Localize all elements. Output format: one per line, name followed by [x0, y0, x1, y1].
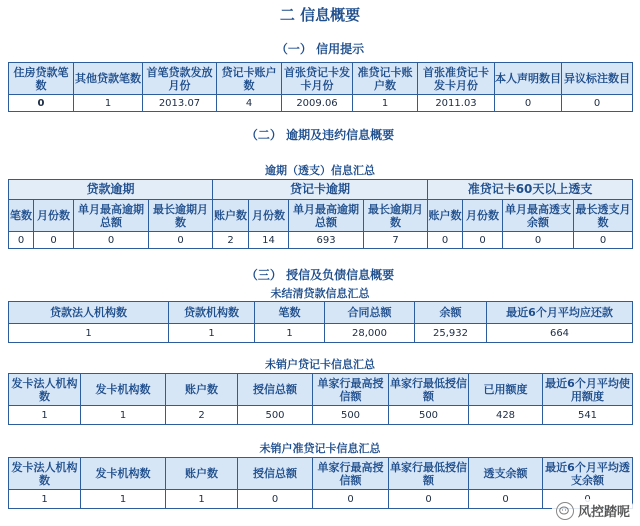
- page-title: 二 信息概要: [279, 6, 361, 24]
- header-cell: 笔数: [255, 302, 325, 324]
- header-cell: 最近6个月平均使用额度: [543, 374, 633, 406]
- header-cell: 单家行最高授信额: [313, 458, 389, 490]
- value-cell: 1: [81, 406, 166, 425]
- header-cell: 最长逾期月数: [364, 200, 428, 232]
- value-cell: 0: [503, 232, 574, 249]
- header-cell: 单月最高逾期总额: [74, 200, 149, 232]
- value-cell: 1: [9, 490, 81, 509]
- header-cell: 首笔贷款发放月份: [143, 63, 217, 95]
- semi-credit-cards-table: [8, 457, 633, 509]
- loans-subtitle: 未结清贷款信息汇总: [270, 287, 370, 300]
- header-cell: 账户数: [166, 374, 238, 406]
- header-cell: 已用额度: [469, 374, 543, 406]
- overdue-header-row: [9, 200, 633, 232]
- value-cell: 0: [313, 490, 389, 509]
- credit-cards-value-row: [9, 406, 633, 425]
- header-cell: 发卡法人机构数: [9, 458, 81, 490]
- credit-cards-table: [8, 373, 633, 425]
- value-cell: 664: [487, 324, 633, 343]
- header-cell: 贷款法人机构数: [9, 302, 169, 324]
- value-cell: 1: [169, 324, 255, 343]
- value-cell: 0: [463, 232, 503, 249]
- header-cell: 住房贷款笔数: [9, 63, 74, 95]
- value-cell: 2011.03: [418, 95, 495, 112]
- header-cell: 贷记卡账户数: [217, 63, 282, 95]
- loans-table: [8, 301, 633, 343]
- header-cell: 发卡法人机构数: [9, 374, 81, 406]
- semi-credit-cards-header-row: [9, 458, 633, 490]
- header-cell: 贷款机构数: [169, 302, 255, 324]
- header-cell: 余额: [415, 302, 487, 324]
- value-cell: 500: [389, 406, 469, 425]
- value-cell: 541: [543, 406, 633, 425]
- value-cell: 0: [9, 232, 34, 249]
- header-cell: 单家行最低授信额: [389, 374, 469, 406]
- overdue-table: [8, 179, 633, 249]
- header-cell: 异议标注数目: [562, 63, 633, 95]
- value-cell: 1: [9, 324, 169, 343]
- header-cell: 最近6个月平均透支余额: [543, 458, 633, 490]
- header-cell: 月份数: [34, 200, 74, 232]
- header-cell: 发卡机构数: [81, 374, 166, 406]
- credit-debt-title: （三） 授信及负债信息概要: [245, 268, 395, 282]
- credit-tips-table: [8, 62, 633, 112]
- value-cell: 25,932: [415, 324, 487, 343]
- group-credit-card-overdue: 贷记卡逾期: [213, 180, 428, 200]
- overdue-title: （二） 逾期及违约信息概要: [245, 128, 395, 142]
- value-cell: 1: [81, 490, 166, 509]
- value-cell: 2: [166, 406, 238, 425]
- header-cell: 首张准贷记卡发卡月份: [418, 63, 495, 95]
- value-cell: 0: [9, 95, 74, 112]
- value-cell: 1: [9, 406, 81, 425]
- header-cell: 单家行最高授信额: [313, 374, 389, 406]
- header-cell: 发卡机构数: [81, 458, 166, 490]
- header-cell: 准贷记卡账户数: [353, 63, 418, 95]
- value-cell: 0: [495, 95, 562, 112]
- wechat-icon: [556, 502, 574, 520]
- header-cell: 单月最高逾期总额: [289, 200, 364, 232]
- value-cell: 7: [364, 232, 428, 249]
- value-cell: 14: [249, 232, 289, 249]
- semi-credit-cards-value-row: [9, 490, 633, 509]
- header-cell: 笔数: [9, 200, 34, 232]
- overdue-subtitle: 逾期（透支）信息汇总: [265, 164, 375, 177]
- value-cell: 2: [213, 232, 249, 249]
- overdue-value-row: [9, 232, 633, 249]
- header-cell: 透支余额: [469, 458, 543, 490]
- credit-cards-subtitle: 未销户贷记卡信息汇总: [265, 358, 375, 371]
- header-cell: 最长逾期月数: [149, 200, 213, 232]
- wechat-icon-glyph: [559, 506, 571, 516]
- value-cell: 0: [562, 95, 633, 112]
- value-cell: 693: [289, 232, 364, 249]
- value-cell: 28,000: [325, 324, 415, 343]
- header-cell: 账户数: [213, 200, 249, 232]
- value-cell: 500: [313, 406, 389, 425]
- watermark-text: 风控踏呢: [577, 505, 630, 520]
- header-cell: 单月最高透支余额: [503, 200, 574, 232]
- overdue-group-row: [9, 180, 633, 200]
- semi-credit-cards-subtitle: 未销户准贷记卡信息汇总: [259, 442, 381, 455]
- watermark: [552, 499, 634, 522]
- header-cell: 授信总额: [238, 458, 313, 490]
- header-cell: 账户数: [428, 200, 463, 232]
- value-cell: 0: [574, 232, 633, 249]
- credit-cards-header-row: [9, 374, 633, 406]
- header-cell: 月份数: [463, 200, 503, 232]
- header-cell: 本人声明数目: [495, 63, 562, 95]
- header-cell: 合同总额: [325, 302, 415, 324]
- header-cell: 最长透支月数: [574, 200, 633, 232]
- value-cell: 4: [217, 95, 282, 112]
- value-cell: 0: [74, 232, 149, 249]
- credit-tips-value-row: [9, 95, 633, 112]
- value-cell: 1: [166, 490, 238, 509]
- header-cell: 月份数: [249, 200, 289, 232]
- value-cell: 428: [469, 406, 543, 425]
- header-cell: 首张贷记卡发卡月份: [282, 63, 353, 95]
- value-cell: 1: [255, 324, 325, 343]
- header-cell: 其他贷款笔数: [74, 63, 143, 95]
- credit-tips-title: （一） 信用提示: [275, 42, 365, 56]
- value-cell: 0: [389, 490, 469, 509]
- group-semi-credit-overdraft: 准贷记卡60天以上透支: [428, 180, 633, 200]
- header-cell: 授信总额: [238, 374, 313, 406]
- value-cell: 2009.06: [282, 95, 353, 112]
- header-cell: 最近6个月平均应还款: [487, 302, 633, 324]
- loans-header-row: [9, 302, 633, 324]
- value-cell: 0: [428, 232, 463, 249]
- header-cell: 单家行最低授信额: [389, 458, 469, 490]
- credit-tips-header-row: [9, 63, 633, 95]
- value-cell: 2013.07: [143, 95, 217, 112]
- value-cell: 0: [469, 490, 543, 509]
- loans-value-row: [9, 324, 633, 343]
- group-loan-overdue: 贷款逾期: [9, 180, 213, 200]
- value-cell: 1: [353, 95, 418, 112]
- header-cell: 账户数: [166, 458, 238, 490]
- value-cell: 0: [149, 232, 213, 249]
- value-cell: 1: [74, 95, 143, 112]
- value-cell: 500: [238, 406, 313, 425]
- value-cell: 0: [34, 232, 74, 249]
- value-cell: 0: [238, 490, 313, 509]
